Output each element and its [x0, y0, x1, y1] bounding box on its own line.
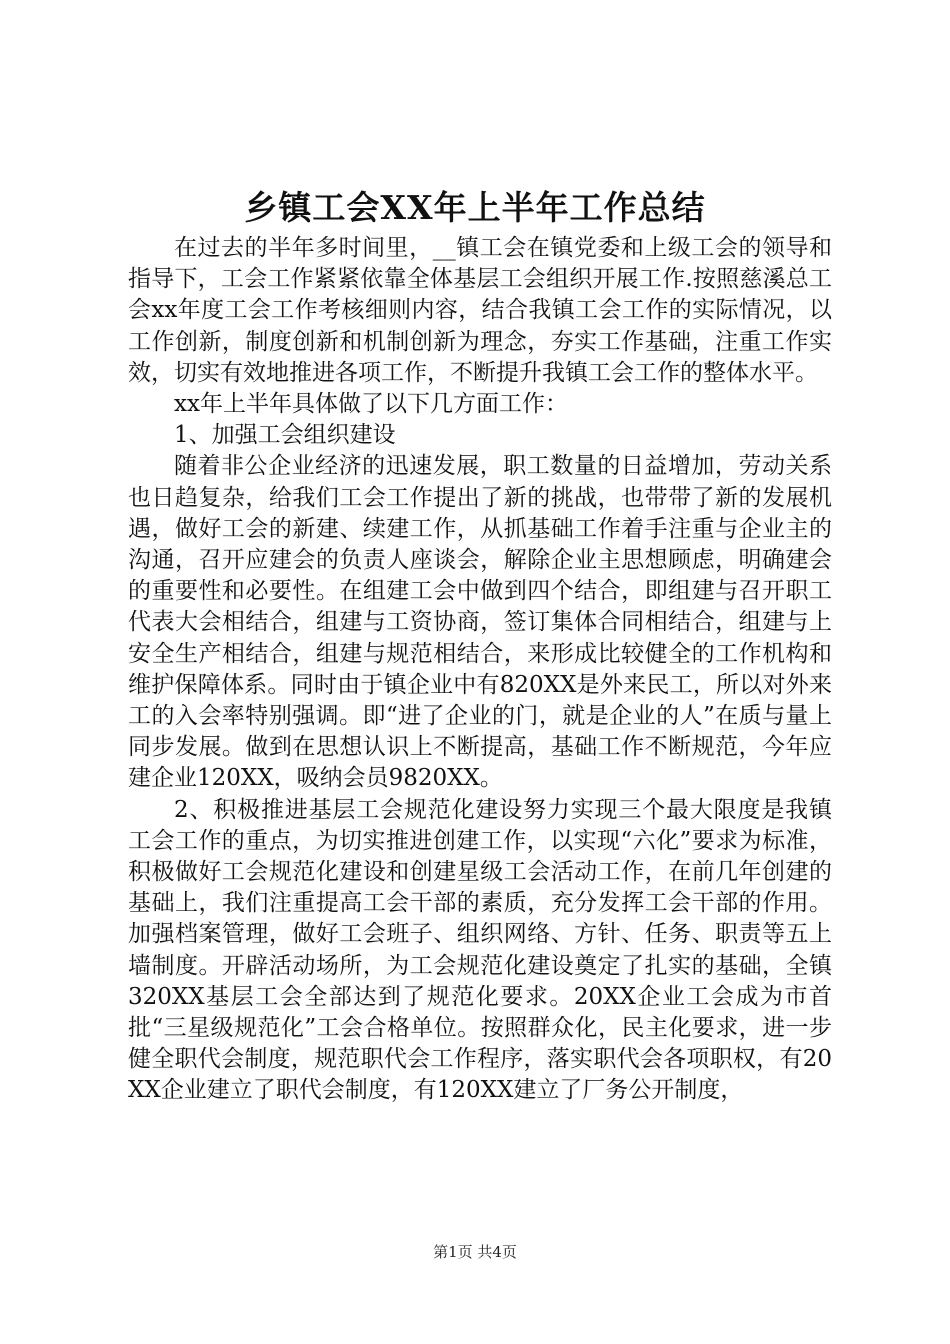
paragraph-section-1: 随着非公企业经济的迅速发展，职工数量的日益增加，劳动关系也日趋复杂，给我们工会工作提出了新的挑战，也带带了新的发展机遇，做好工会的新建、续建工作，从抓基础工作着手注重与企业主的沟通，召开应建会的负责人座谈会，解除企业主思想顾虑，明确建会的重要性和必要性。在组建工会中做到四个结合，即组建与召开职工代表大会相结合，组建与工资协商，签订集体合同相结合，组建与上安全生产相结合，组建与规范相结合，来形成比较健全的工作机构和维护保障体系。同时由于镇企业中有820XX是外来民工，所以对外来工的入会率特别强调。即“进了企业的门，就是企业的人”在质与量上同步发展。做到在思想认识上不断提高，基础工作不断规范，今年应建企业120XX，吸纳会员9820XX。: [128, 453, 832, 792]
paragraph-section-2: 2、积极推进基层工会规范化建设努力实现三个最大限度是我镇工会工作的重点，为切实推进创建工作，以实现“六化”要求为标准，积极做好工会规范化建设和创建星级工会活动工作，在前几年创建的基础上，我们注重提高工会干部的素质，充分发挥工会干部的作用。加强档案管理，做好工会班子、组织网络、方针、任务、职责等五上墙制度。开辟活动场所，为工会规范化建设奠定了扎实的基础，全镇320XX基层工会全部达到了规范化要求。20XX企业工会成为市首批“三星级规范化”工会合格单位。按照群众化，民主化要求，进一步健全职代会制度，规范职代会工作程序，落实职代会各项职权，有20XX企业建立了职代会制度，有120XX建立了厂务公开制度，: [128, 796, 832, 1104]
paragraph-overview: xx年上半年具体做了以下几方面工作：: [174, 391, 568, 418]
document-title: 乡镇工会XX年上半年工作总结: [244, 188, 706, 227]
section-heading-1: 1、加强工会组织建设: [174, 422, 396, 449]
page-number-footer: 第1页 共4页: [433, 1243, 517, 1261]
paragraph-intro: 在过去的半年多时间里，__镇工会在镇党委和上级工会的领导和指导下，工会工作紧紧依靠全体基层工会组织开展工作.按照慈溪总工会xx年度工会工作考核细则内容，结合我镇工会工作的实际情况，以工作创新，制度创新和机制创新为理念，夯实工作基础，注重工作实效，切实有效地推进各项工作，不断提升我镇工会工作的整体水平。: [128, 235, 832, 386]
document-body: [128, 233, 832, 1107]
